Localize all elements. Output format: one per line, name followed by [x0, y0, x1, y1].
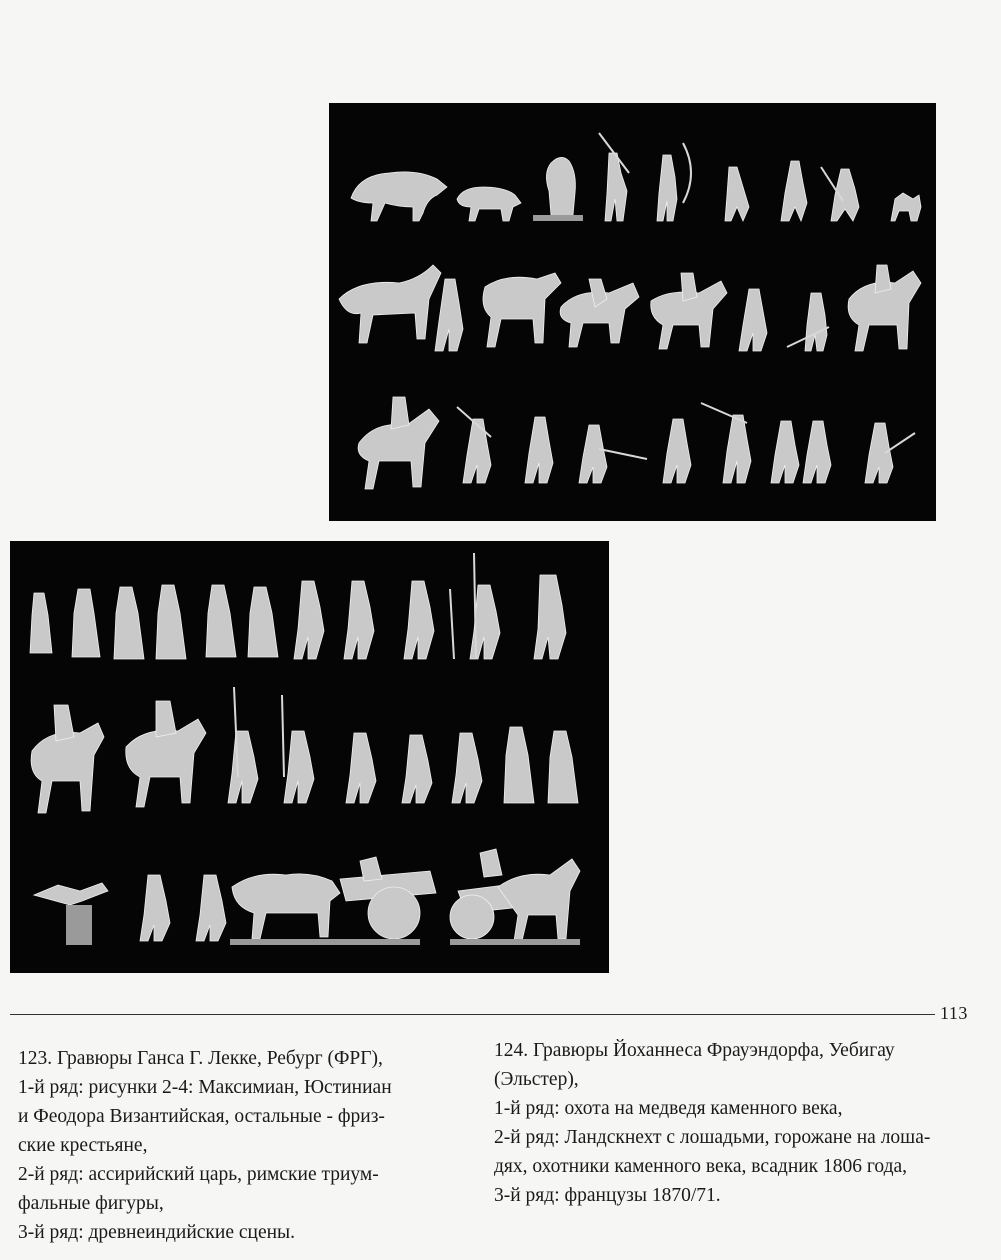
caption-124 — [494, 1036, 964, 1210]
tin-figures-illustration-124 — [329, 103, 936, 521]
caption-123-row-1: 1-й ряд: рисунки 2-4: Максимиан, Юстиниан и Феодора Византийская, остальные - фриз- ские крестьяне, — [18, 1077, 392, 1156]
row-2-landsknecht-and-riders — [339, 265, 921, 351]
photo-124-tin-figures — [329, 103, 936, 521]
caption-124-row-2: 2-й ряд: Ландскнехт с лошадьми, горожане на лоша- дях, охотники каменного века, всадник 1806 года, — [494, 1127, 931, 1177]
row-2-assyrian-king-and-roman-figures — [31, 687, 578, 813]
row-3-ancient-indian-scenes — [34, 849, 580, 945]
caption-123-heading: 123. Гравюры Ганса Г. Лекке, Ребург (ФРГ), — [18, 1048, 383, 1069]
caption-124-row-3: 3-й ряд: французы 1870/71. — [494, 1185, 721, 1206]
caption-123-row-3: 3-й ряд: древнеиндийские сцены. — [18, 1222, 296, 1243]
caption-124-row-1: 1-й ряд: охота на медведя каменного века, — [494, 1098, 843, 1119]
footer-rule — [10, 1014, 935, 1015]
row-3-french-soldiers — [358, 397, 915, 489]
caption-124-heading: 124. Гравюры Йоханнеса Фрауэндорфа, Уебигау (Эльстер), — [494, 1040, 895, 1090]
row-1-byzantine-and-frisian-figures — [30, 553, 566, 659]
tin-figures-illustration-123 — [10, 541, 609, 973]
caption-123 — [18, 1044, 463, 1247]
photo-123-tin-figures — [10, 541, 609, 973]
page-number: 113 — [940, 1003, 968, 1023]
row-1-bear-hunt — [351, 133, 921, 221]
caption-123-row-2: 2-й ряд: ассирийский царь, римские триум- фальные фигуры, — [18, 1164, 379, 1214]
